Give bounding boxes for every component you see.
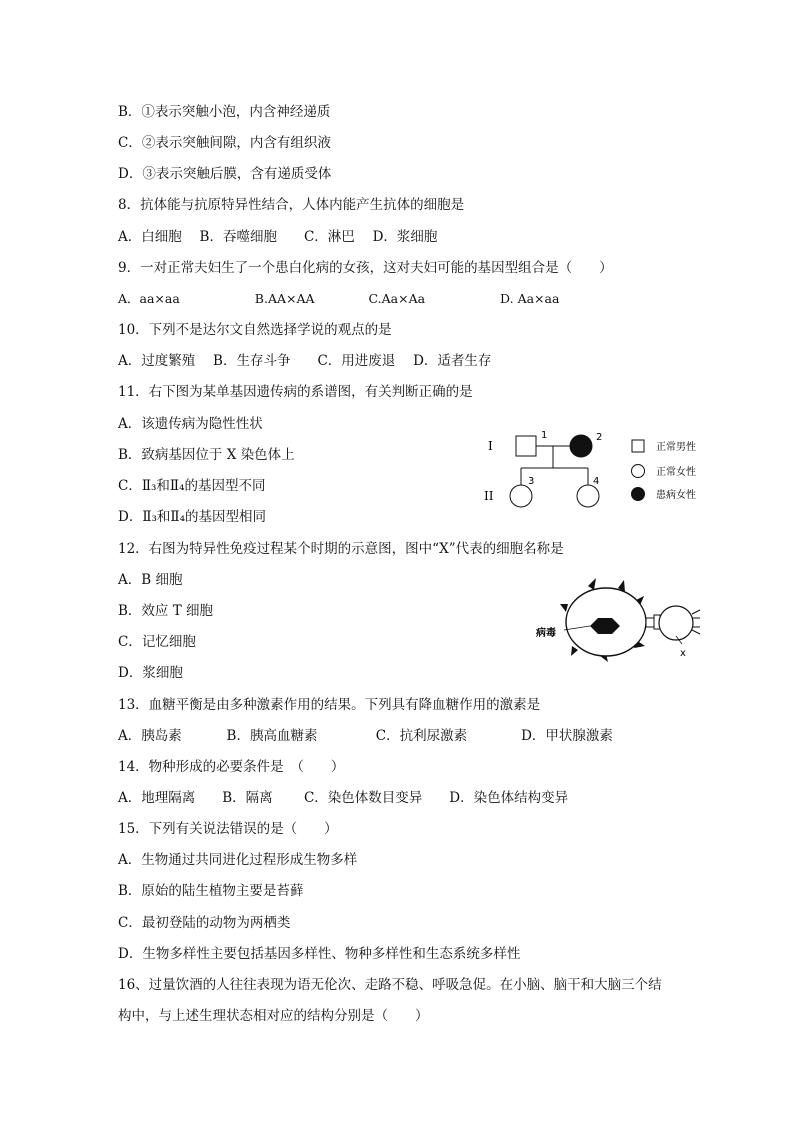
normal-female-icon xyxy=(510,485,532,507)
legend-female-icon xyxy=(632,465,645,478)
options-10: A．过度繁殖 B．生存斗争 C．用进废退 D．适者生存 xyxy=(118,353,492,369)
male-normal-icon xyxy=(516,436,536,456)
question-14: 14．物种形成的必要条件是 （ ） xyxy=(118,759,345,775)
question-16-cont: 构中，与上述生理状态相对应的结构分别是（ ） xyxy=(118,1008,429,1024)
legend-affected-label: 患病女性 xyxy=(656,490,696,501)
question-11: 11．右下图为某单基因遗传病的系谱图，有关判断正确的是 xyxy=(118,384,473,400)
text-line: D．③表示突触后膜，含有递质受体 xyxy=(118,166,332,182)
individual-number: 1 xyxy=(541,430,548,441)
question-15: 15．下列有关说法错误的是（ ） xyxy=(118,821,338,837)
question-8: 8．抗体能与抗原特异性结合，人体内能产生抗体的细胞是 xyxy=(118,197,465,213)
options-14: A．地理隔离 B．隔离 C．染色体数目变异 D．染色体结构变异 xyxy=(118,790,569,806)
x-cell xyxy=(659,606,693,640)
receptor-icon xyxy=(646,618,654,627)
legend-female-label: 正常女性 xyxy=(656,467,696,478)
option-11d: D．Ⅱ₃和Ⅱ₄的基因型相同 xyxy=(118,509,266,525)
generation-label-2: II xyxy=(484,489,494,503)
option-12d: D．浆细胞 xyxy=(118,665,183,681)
question-12: 12．右图为特异性免疫过程某个时期的示意图，图中“X”代表的细胞名称是 xyxy=(118,541,564,557)
spike-icon xyxy=(571,646,578,656)
question-10: 10．下列不是达尔文自然选择学说的观点的是 xyxy=(118,322,392,338)
individual-number: 4 xyxy=(593,476,600,487)
option-15b: B．原始的陆生植物主要是苔藓 xyxy=(118,883,304,899)
spike-icon xyxy=(560,604,568,612)
question-9: 9．一对正常夫妇生了一个患白化病的女孩，这对夫妇可能的基因型组合是（ ） xyxy=(118,260,613,276)
immune-cell-diagram xyxy=(526,578,712,662)
options-9: A．aa×aa B.AA×AA C.Aa×Aa D. Aa×aa xyxy=(118,291,560,306)
option-15a: A．生物通过共同进化过程形成生物多样 xyxy=(118,852,358,868)
question-13: 13．血糖平衡是由多种激素作用的结果。下列具有降血糖作用的激素是 xyxy=(118,697,541,713)
normal-female-icon xyxy=(577,485,599,507)
affected-female-icon xyxy=(570,435,592,457)
text-line: C．②表示突触间隙，内含有组织液 xyxy=(118,135,331,151)
individual-number: 2 xyxy=(596,432,603,443)
virus-label: 病毒 xyxy=(536,628,556,639)
generation-label-1: I xyxy=(488,439,493,453)
options-8: A．白细胞 B．吞噬细胞 C．淋巴 D．浆细胞 xyxy=(118,229,438,245)
option-12a: A．B 细胞 xyxy=(118,572,183,588)
spike-icon xyxy=(588,578,596,590)
option-11b: B．致病基因位于 X 染色体上 xyxy=(118,447,295,463)
legend-male-icon xyxy=(632,440,644,452)
legend-male-label: 正常男性 xyxy=(656,442,696,453)
option-15d: D．生物多样性主要包括基因多样性、物种多样性和生态系统多样性 xyxy=(118,946,521,962)
x-label: x xyxy=(680,648,686,659)
pedigree-diagram xyxy=(476,424,712,514)
option-15c: C．最初登陆的动物为两栖类 xyxy=(118,915,291,931)
option-11c: C．Ⅱ₃和Ⅱ₄的基因型不同 xyxy=(118,478,266,494)
individual-number: 3 xyxy=(528,476,535,487)
options-13: A．胰岛素 B．胰高血糖素 C．抗利尿激素 D．甲状腺激素 xyxy=(118,728,613,744)
text-line: B．①表示突触小泡，内含神经递质 xyxy=(118,104,331,120)
option-12b: B．效应 T 细胞 xyxy=(118,603,214,619)
legend-affected-icon xyxy=(632,488,645,501)
option-11a: A．该遗传病为隐性性状 xyxy=(118,416,263,432)
option-12c: C．记忆细胞 xyxy=(118,634,196,650)
question-16: 16、过量饮酒的人往往表现为语无伦次、走路不稳、呼吸急促。在小脑、脑干和大脑三个结 xyxy=(118,977,662,993)
